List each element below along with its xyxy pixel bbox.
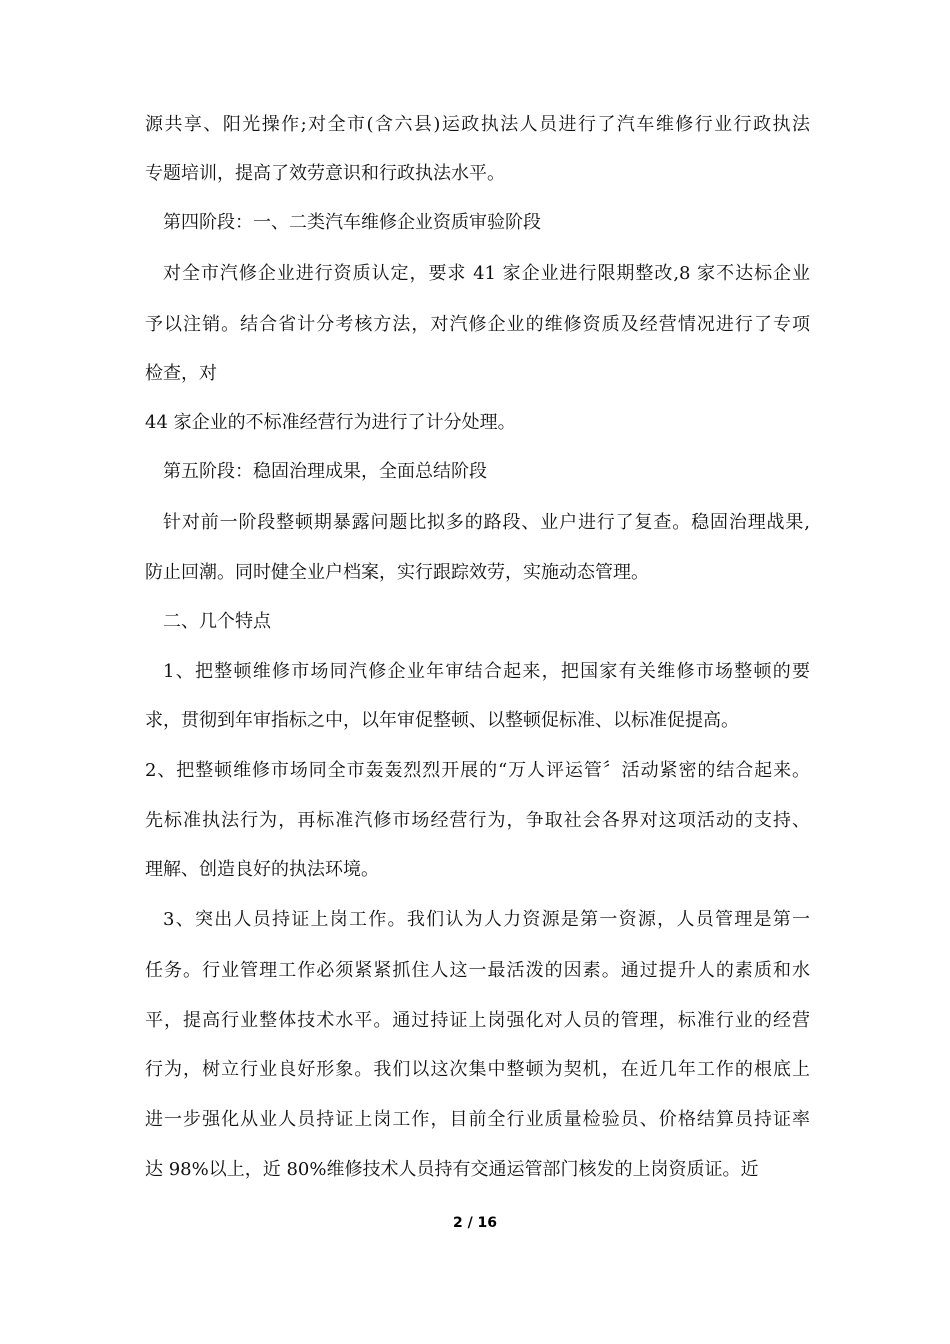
paragraph-line: 先标准执法行为，再标准汽修市场经营行为，争取社会各界对这项活动的支持、: [145, 810, 810, 831]
paragraph-line: 检查，对: [145, 363, 217, 384]
section-heading: 第五阶段：稳固治理成果，全面总结阶段: [163, 461, 487, 482]
page-number: 2 / 16: [452, 1215, 498, 1231]
paragraph-line: 进一步强化从业人员持证上岗工作，目前全行业质量检验员、价格结算员持证率: [145, 1109, 810, 1130]
paragraph-line: 专题培训，提高了效劳意识和行政执法水平。: [145, 163, 505, 184]
paragraph-line: 源共享、阳光操作;对全市(含六县)运政执法人员进行了汽车维修行业行政执法: [145, 114, 810, 135]
paragraph-line: 对全市汽修企业进行资质认定，要求 41 家企业进行限期整改,8 家不达标企业: [163, 263, 810, 284]
paragraph-line: 达 98%以上，近 80%维修技术人员持有交通运管部门核发的上岗资质证。近: [145, 1159, 759, 1180]
section-heading: 第四阶段：一、二类汽车维修企业资质审验阶段: [163, 212, 541, 233]
paragraph-line: 1、把整顿维修市场同汽修企业年审结合起来，把国家有关维修市场整顿的要: [163, 661, 810, 682]
section-heading: 二、几个特点: [163, 611, 271, 632]
paragraph-line: 予以注销。结合省计分考核方法，对汽修企业的维修资质及经营情况进行了专项: [145, 314, 810, 335]
paragraph-line: 平，提高行业整体技术水平。通过持证上岗强化对人员的管理，标准行业的经营: [145, 1010, 810, 1031]
paragraph-line: 行为，树立行业良好形象。我们以这次集中整顿为契机，在近几年工作的根底上: [145, 1059, 810, 1080]
paragraph-line: 任务。行业管理工作必须紧紧抓住人这一最活泼的因素。通过提升人的素质和水: [145, 960, 810, 981]
paragraph-line: 44 家企业的不标准经营行为进行了计分处理。: [145, 412, 516, 433]
paragraph-line: 针对前一阶段整顿期暴露问题比拟多的路段、业户进行了复查。稳固治理战果,: [163, 512, 810, 533]
paragraph-line: 求，贯彻到年审指标之中，以年审促整顿、以整顿促标准、以标准促提高。: [145, 710, 739, 731]
paragraph-line: 防止回潮。同时健全业户档案，实行跟踪效劳，实施动态管理。: [145, 562, 649, 583]
paragraph-line: 理解、创造良好的执法环境。: [145, 859, 379, 880]
paragraph-line: 2、把整顿维修市场同全市轰轰烈烈开展的“万人评运管〞活动紧密的结合起来。: [145, 760, 810, 781]
paragraph-line: 3、突出人员持证上岗工作。我们认为人力资源是第一资源，人员管理是第一: [163, 909, 810, 930]
